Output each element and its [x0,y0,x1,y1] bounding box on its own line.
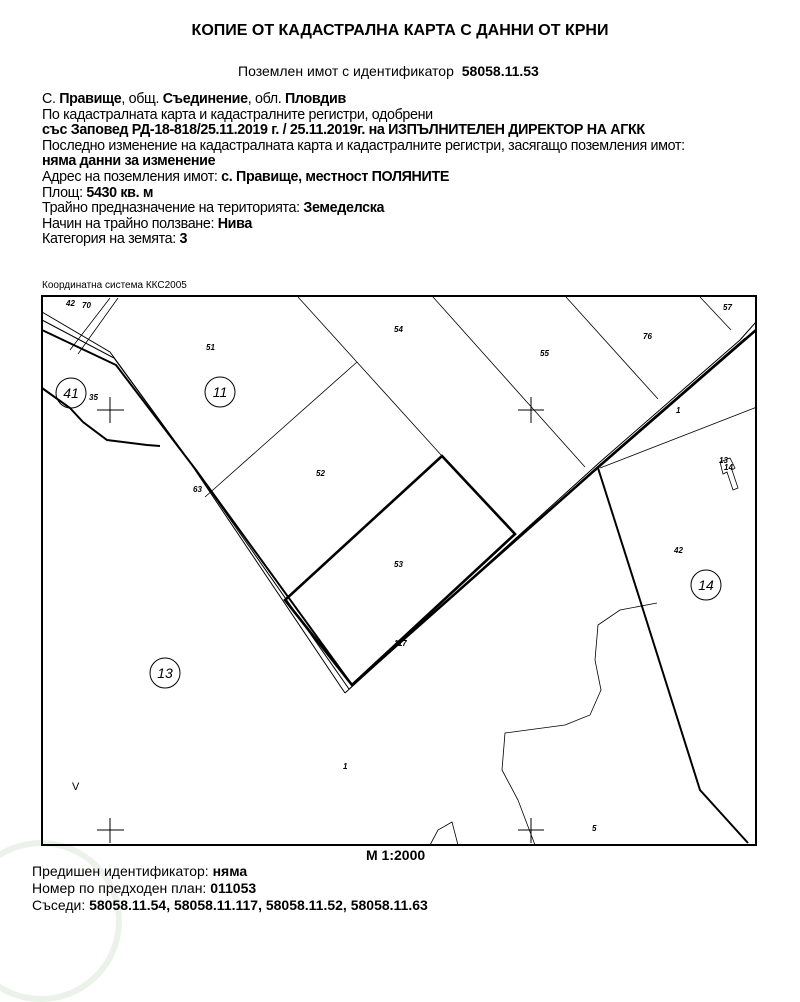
usage-label: Начин на трайно ползване: [42,215,218,232]
parcel-label: 1 [343,762,348,771]
parcel-label: 51 [206,343,215,352]
identifier-value: 58058.11.53 [461,63,539,79]
address-label: Адрес на поземления имот: [42,168,222,185]
parcel-label: 70 [82,301,91,310]
usage-value: Нива [217,215,252,232]
parcel-label: 117 [394,639,407,648]
category-value: 3 [179,231,188,248]
cross-mark [518,397,544,423]
prev-plan-label: Номер по предходен план: [32,880,211,896]
parcel-footer-info [32,863,428,914]
cross-mark [97,397,124,423]
zone-label: 11 [212,384,228,400]
parcel-label: 76 [643,332,652,341]
parcel-label: 5 [592,824,597,833]
prev-id-value: няма [212,863,248,879]
parcel-label: 63 [193,485,202,494]
parcel-label: 1 [676,406,681,415]
zone-circles [56,377,721,688]
neighbors-label: Съседи: [32,897,90,913]
document-title: КОПИЕ ОТ КАДАСТРАЛНА КАРТА С ДАННИ ОТ КРНИ [191,22,609,39]
parcel-label: 53 [394,560,403,569]
prev-plan-line [32,880,428,897]
purpose-label: Трайно предназначение на територията: [42,200,304,217]
parcel-label: 57 [723,303,732,312]
parcel-boundaries [42,297,757,845]
map-frame [42,296,756,845]
circle-labels [63,384,714,681]
zone-label: 13 [157,665,173,681]
parcel-labels [65,299,733,833]
approved-line: По кадастралната карта и кадастралните регистри, одобрени [42,106,433,123]
map-scale: М 1:2000 [366,847,426,863]
parcel-label: 42 [674,546,683,555]
cross-mark [97,818,124,843]
t: , общ. [121,91,163,107]
parcel-label: 13 [719,456,728,465]
prev-id-label: Предишен идентификатор: [32,863,213,879]
parcel-label: 14 [724,463,733,472]
parcel-label: V [72,781,80,793]
neighbors-value: 58058.11.54, 58058.11.117, 58058.11.52, 58058.11.63 [89,897,428,913]
parcel-label: 52 [316,469,325,478]
t: , обл. [247,91,285,107]
last-change-value: няма данни за изменение [42,153,216,170]
village: Правище [59,91,122,107]
parcel-label: 42 [66,299,75,308]
prev-plan-value: 011053 [210,880,257,896]
address-value: с. Правище, местност ПОЛЯНИТЕ [221,168,450,185]
identifier-label: Поземлен имот с идентификатор [238,63,454,79]
zone-label: 14 [698,577,714,593]
municipality: Съединение [162,91,248,107]
cross-mark [518,818,544,843]
zone-label: 41 [63,385,79,401]
parcel-label: 54 [394,325,403,334]
grid-crosses [97,397,544,843]
order-line: със Заповед РД-18-818/25.11.2019 г. / 25.11.2019г. на ИЗПЪЛНИТЕЛЕН ДИРЕКТОР НА АГКК [42,122,645,139]
category-label: Категория на земята: [42,231,180,248]
area-label: Площ: [42,184,87,201]
area-value: 5430 кв. м [86,184,154,201]
last-change-label: Последно изменение на кадастралната карта и кадастралните регистри, засягащо поземления имот: [42,137,685,154]
prev-id-line [32,863,428,880]
parcel-label: 55 [540,349,549,358]
neighbors-line [32,897,428,914]
region: Пловдив [285,91,346,107]
purpose-value: Земеделска [303,200,385,217]
t: С. [42,91,60,107]
coordinate-system: Координатна система ККС2005 [42,280,187,291]
parcel-label: 35 [89,393,98,402]
